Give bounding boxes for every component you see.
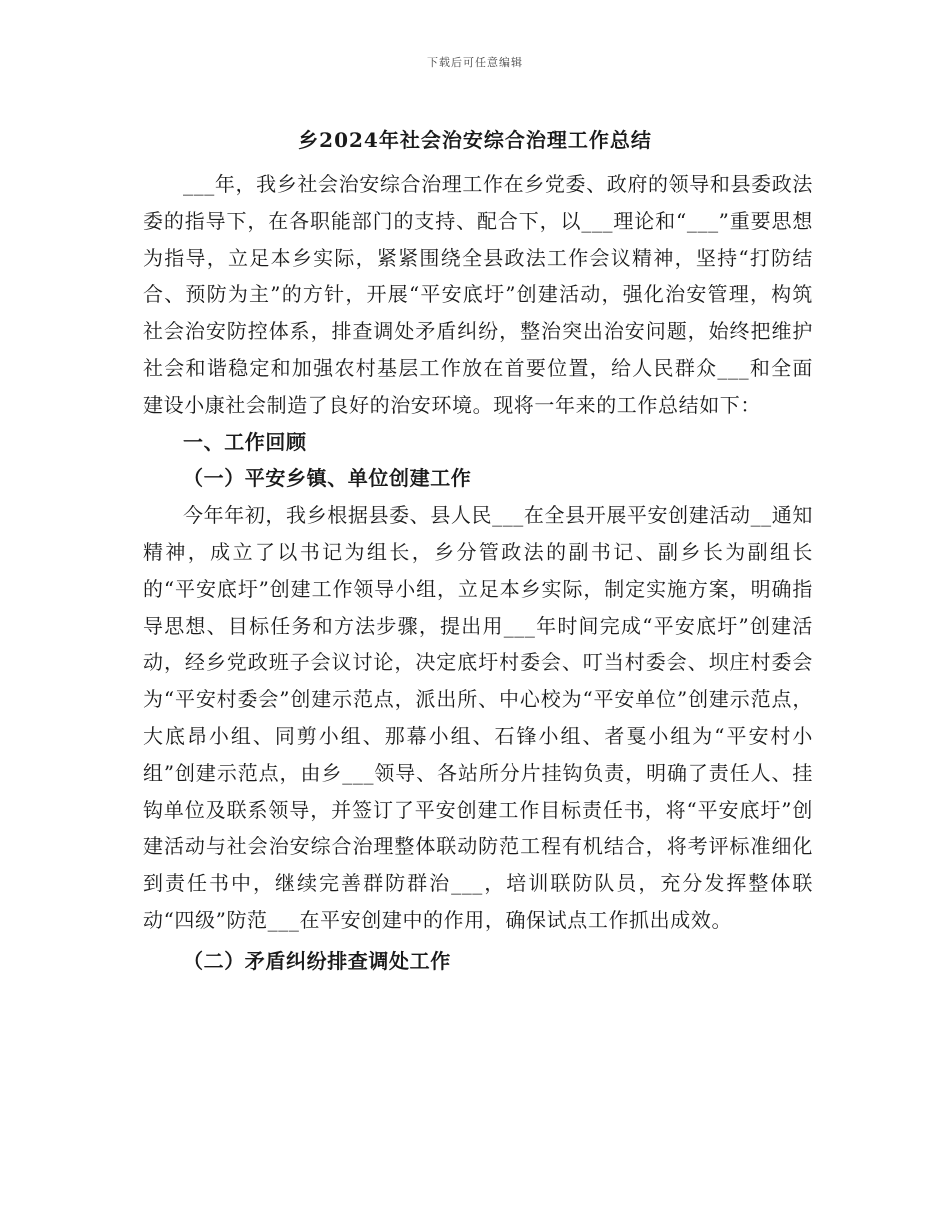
- section-heading-review: 一、工作回顾: [183, 429, 307, 454]
- subsection-paragraph-safe-township: 今年年初，我乡根据县委、县人民___在全县开展平安创建活动__通知精神，成立了以书记为组长，乡分管政法的副书记、副乡长为副组长的“平安底圩”创建工作领导小组，立足本乡实际，制定实施方案，明确指导思想、目标任务和方法步骤，提出用___年时间完成“平安底圩”创建活动，经乡党政班子会议讨论，决定底圩村委会、叮当村委会、坝庄村委会为“平安村委会”创建示范点，派出所、中心校为“平安单位”创建示范点，大底昂小组、同剪小组、那幕小组、石锋小组、者戛小组为“平安村小组”创建示范点，由乡___领导、各站所分片挂钩负责，明确了责任人、挂钩单位及联系领导，并签订了平安创建工作目标责任书，将“平安底圩”创建活动与社会治安综合治理整体联动防范工程有机结合，将考评标准细化到责任书中，继续完善群防群治___，培训联防队员，充分发挥整体联动“四级”防范___在平安创建中的作用，确保试点工作抓出成效。: [143, 503, 813, 932]
- subsection-heading-safe-township: （一）平安乡镇、单位创建工作: [183, 466, 472, 491]
- subsection-heading-dispute-resolution: （二）矛盾纠纷排查调处工作: [183, 948, 451, 973]
- document-title: 乡2024年社会治安综合治理工作总结: [298, 128, 652, 152]
- intro-paragraph: ___年，我乡社会治安综合治理工作在乡党委、政府的领导和县委政法委的指导下，在各职能部门的支持、配合下，以___理论和“___”重要思想为指导，立足本乡实际，紧紧围绕全县政法工作会议精神，坚持“打防结合、预防为主”的方针，开展“平安底圩”创建活动，强化治安管理，构筑社会治安防控体系，排查调处矛盾纠纷，整治突出治安问题，始终把维护社会和谐稳定和加强农村基层工作放在首要位置，给人民群众___和全面建设小康社会制造了良好的治安环境。现将一年来的工作总结如下：: [143, 172, 813, 417]
- document-body: [143, 166, 813, 980]
- header-note: 下载后可任意编辑: [427, 56, 523, 69]
